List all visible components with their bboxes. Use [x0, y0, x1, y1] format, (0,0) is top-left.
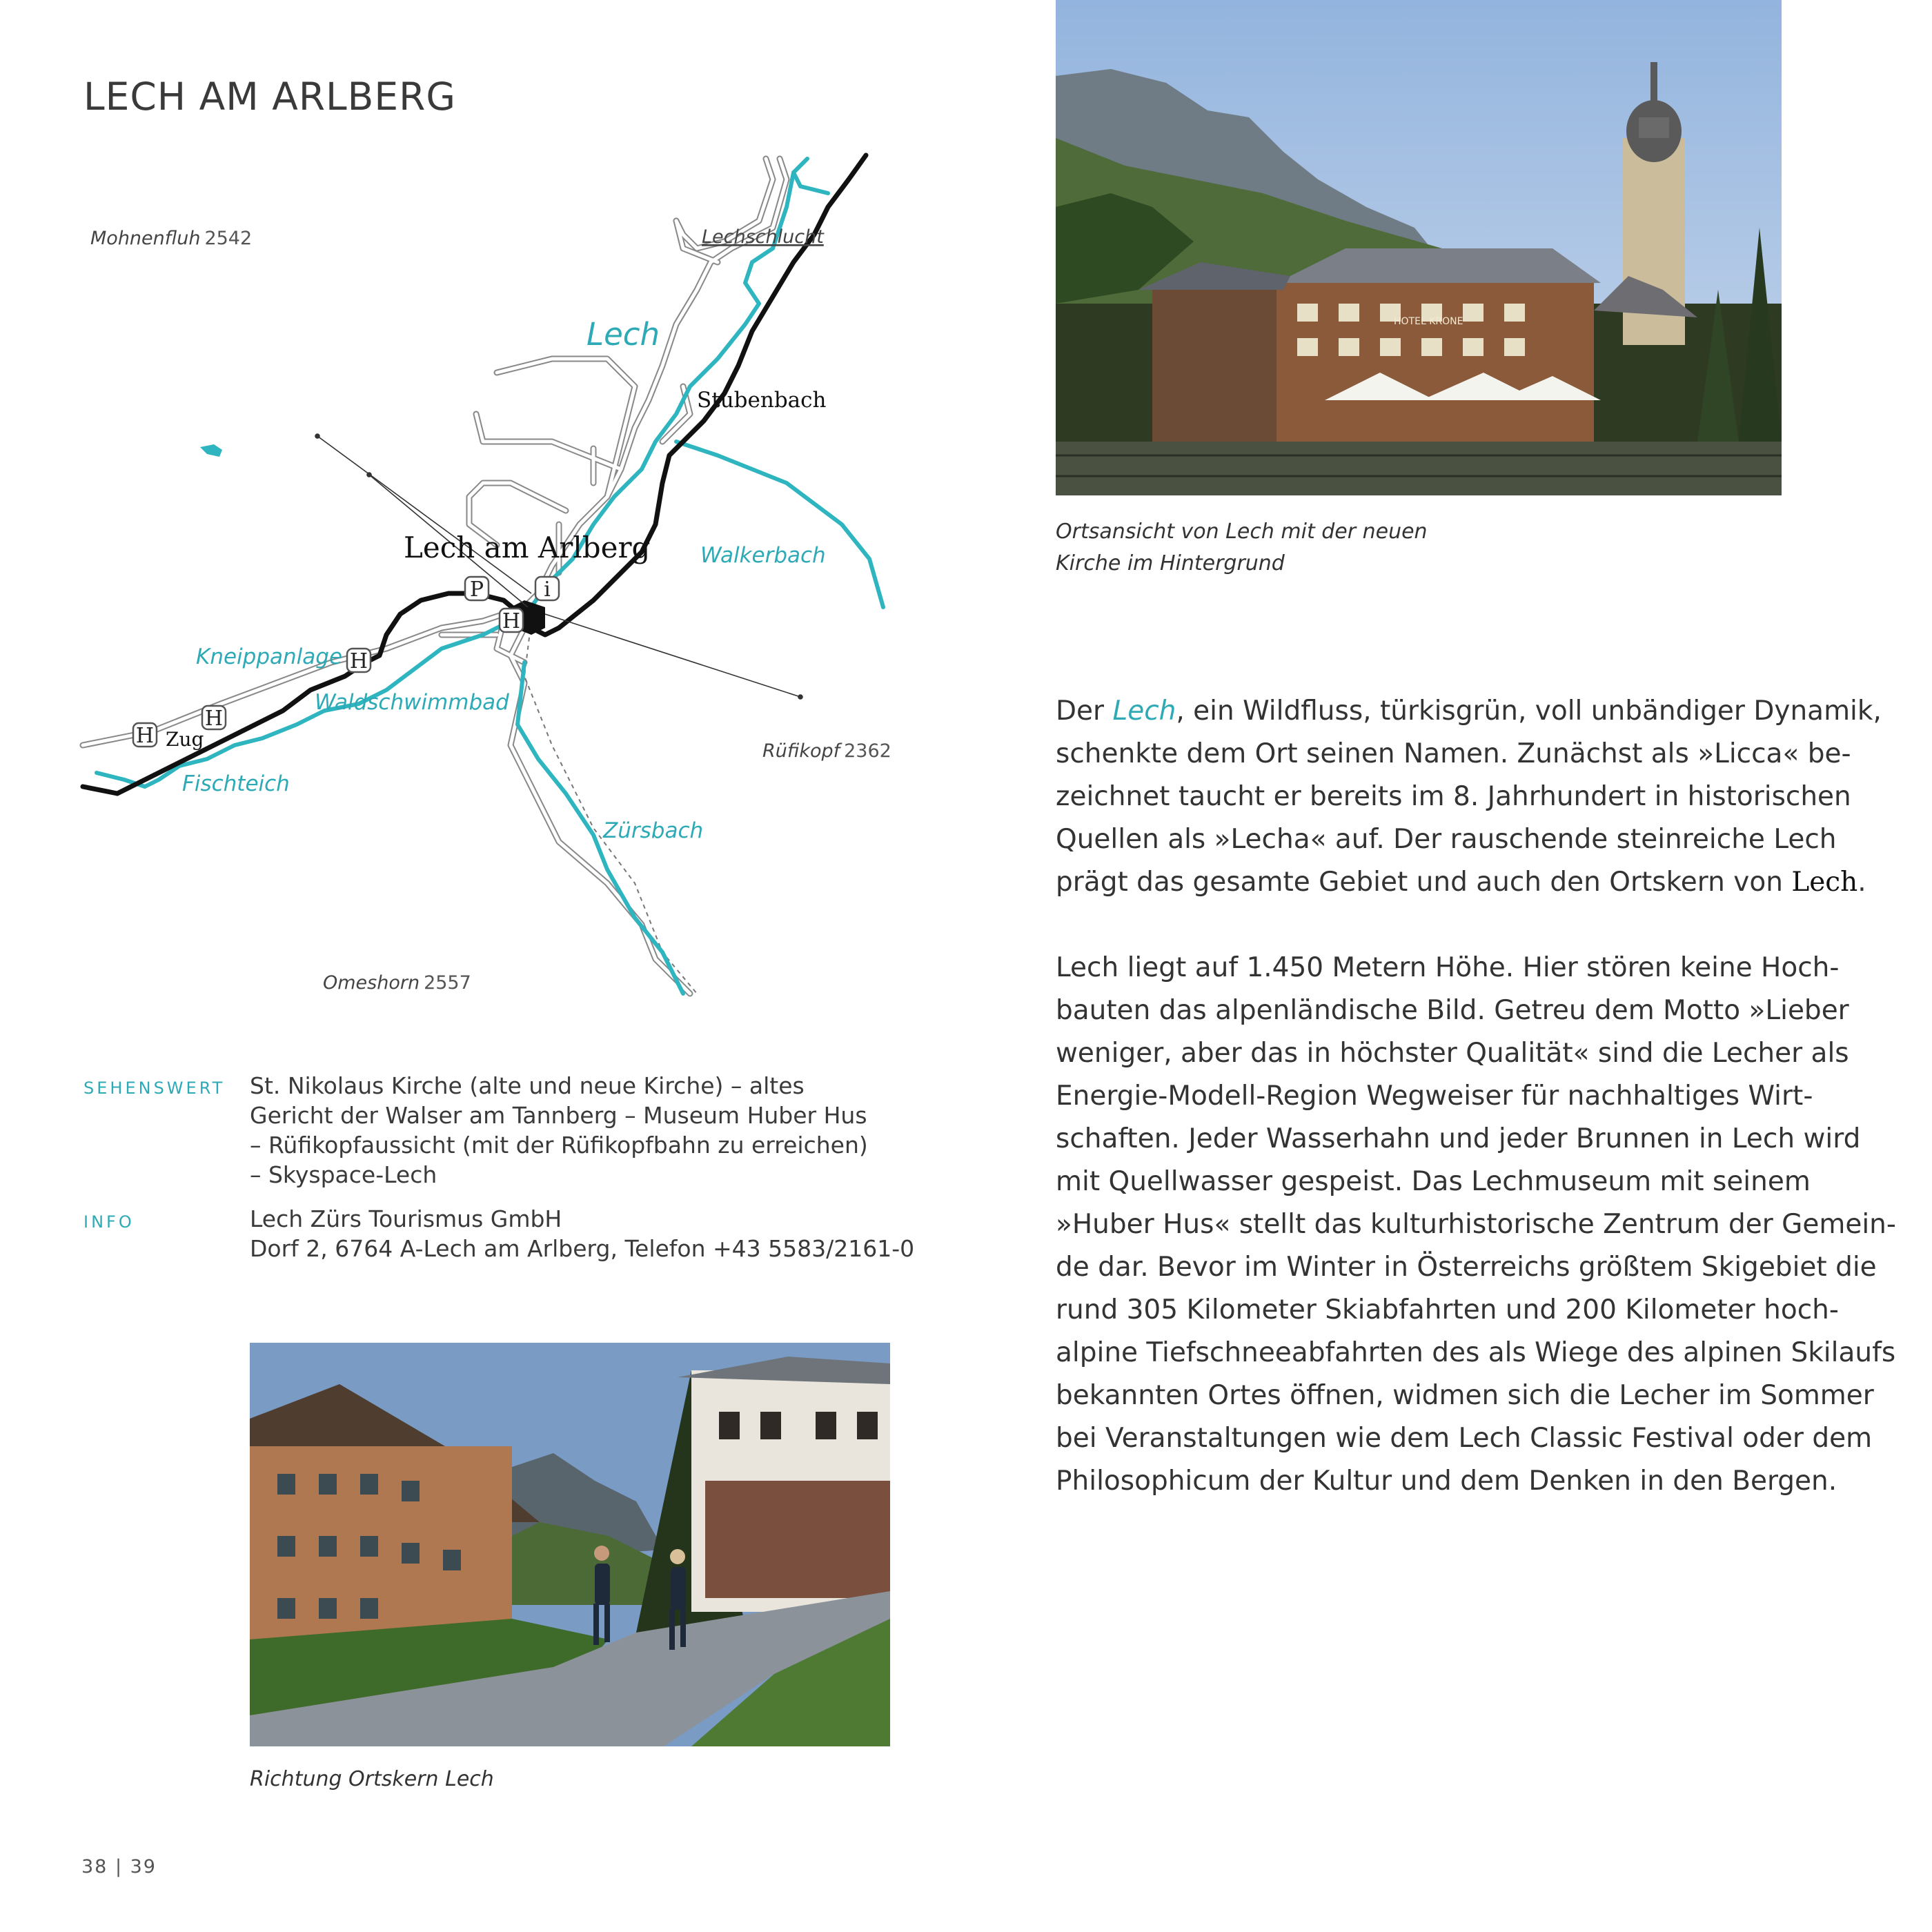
info-label: INFO — [83, 1212, 135, 1232]
photo-village-church — [1056, 0, 1782, 495]
bus-stop-badge — [500, 609, 523, 633]
place-label-stubenbach: Stubenbach — [697, 388, 827, 413]
peak-label-mohnenfluh: Mohnenfluh 2542 — [90, 228, 253, 249]
peak-label-omeshorn: Omeshorn 2557 — [323, 972, 471, 994]
paragraph-1: Der Lech, ein Wildfluss, türkisgrün, voll unbändiger Dynamik, schenkte dem Ort seinen Namen. Zunächst als »Licca« be- zeichnet taucht er bereits im 8. Jahrhundert in historischen Quellen als »Lecha« auf. Der rauschende steinreiche Lech prägt das gesamte Gebiet und auch den Ortskern von Lech. — [1056, 696, 1882, 898]
info-text: Lech Zürs Tourismus GmbH Dorf 2, 6764 A-Lech am Arlberg, Telefon +43 5583/2161-0 — [250, 1205, 915, 1262]
label-fischteich: Fischteich — [182, 771, 290, 796]
svg-text:H: H — [502, 609, 521, 633]
paragraph-2: Lech liegt auf 1.450 Metern Höhe. Hier stören keine Hoch- bauten das alpenländische Bild. Getreu dem Motto »Lieber weniger, aber das in höchster Qualität« sind die Lecher als Energie-Modell-Region Wegweiser für nachhaltiges Wirt- schaften. Jeder Wasserhahn und jeder Brunnen in Lech wird mit Quellwasser gespeist. Das Lechmuseum mit seinem »Huber Hus« stellt das kulturhistorische Zentrum der Gemein- de dar. Bevor im Winter in Österreichs größtem Skigebiet die rund 305 Kilometer Skiabfahrten und 200 Kilometer hoch- alpine Tiefschneeabfahrten des als Wiege des alpinen Skilaufs bekannten Ortes öffnen, widmen sich die Lecher im Sommer bei Veranstaltungen wie dem Lech Classic Festival oder dem Philosophicum der Kultur und dem Denken in den Bergen. — [1056, 952, 1896, 1497]
village-map — [76, 152, 904, 1000]
label-kneippanlage: Kneippanlage — [196, 644, 343, 669]
river-label-lech: Lech — [586, 316, 660, 353]
sehenswert-text: St. Nikolaus Kirche (alte und neue Kirche) – altes Gericht der Walser am Tannberg – Museum Huber Hus – Rüfikopfaussicht (mit der Rüfikopfbahn zu erreichen) – Skyspace-Lech — [250, 1072, 868, 1188]
svg-text:H: H — [204, 707, 224, 731]
bus-stop-badge — [133, 723, 157, 748]
svg-text:i: i — [544, 578, 551, 602]
bus-stop-badge — [202, 706, 226, 731]
place-label-lechschlucht: Lechschlucht — [702, 226, 824, 248]
page-number: 38 | 39 — [81, 1856, 157, 1877]
page-title: LECH AM ARLBERG — [83, 75, 456, 119]
bus-stop-badge — [347, 649, 371, 673]
river-label-walkerbach: Walkerbach — [700, 543, 826, 568]
peak-label-ruefikopf: Rüfikopf 2362 — [762, 740, 891, 762]
svg-text:H: H — [349, 649, 368, 673]
photo-walkers-path — [250, 1343, 890, 1746]
caption-top-photo: Ortsansicht von Lech mit der neuen Kirche im Hintergrund — [1056, 520, 1428, 575]
place-label-zug: Zug — [166, 728, 204, 751]
svg-text:HOTEL KRONE: HOTEL KRONE — [1394, 316, 1463, 327]
river-label-zuersbach: Zürsbach — [603, 818, 704, 843]
main-body-text — [1056, 690, 1904, 1546]
svg-text:H: H — [135, 724, 155, 748]
place-label-lech-am-arlberg: Lech am Arlberg — [404, 531, 651, 564]
info-badge — [535, 577, 559, 602]
svg-text:P: P — [469, 578, 484, 602]
sehenswert-label: SEHENSWERT — [83, 1078, 226, 1098]
parking-badge — [465, 577, 489, 602]
caption-bottom-photo: Richtung Ortskern Lech — [250, 1767, 494, 1791]
label-waldschwimmbad: Waldschwimmbad — [315, 690, 509, 715]
